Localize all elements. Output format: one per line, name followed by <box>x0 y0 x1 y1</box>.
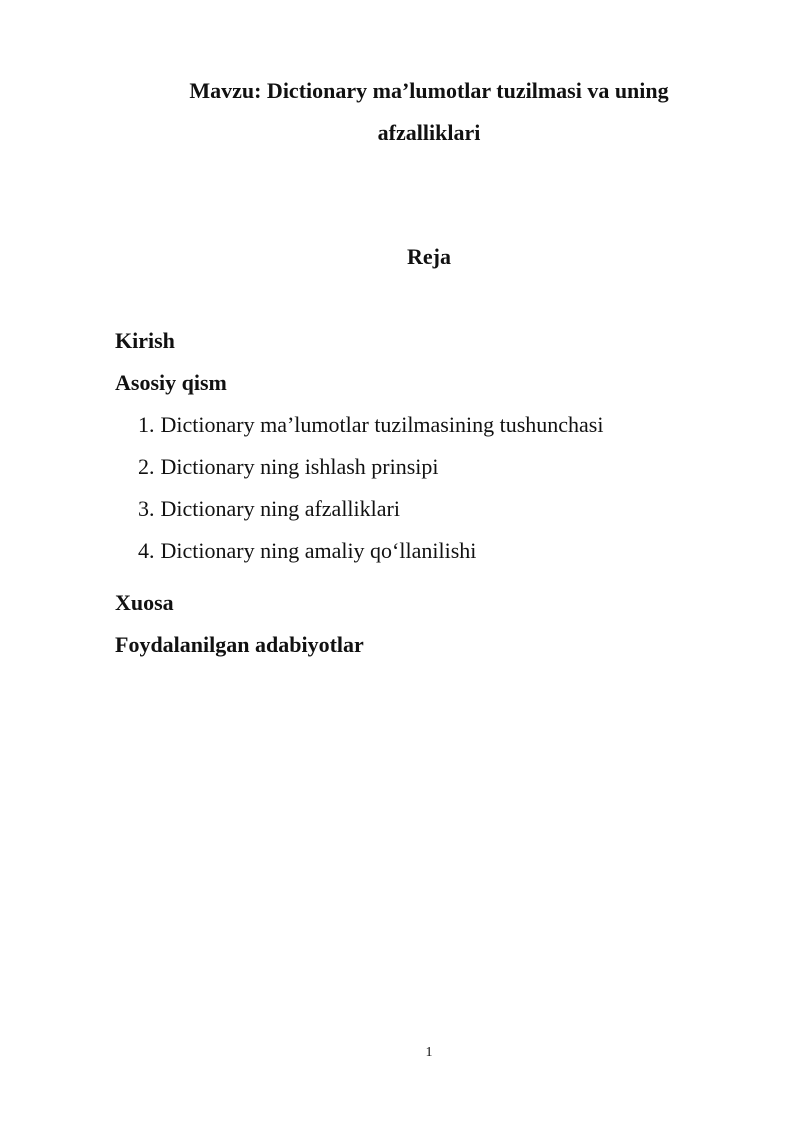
toc-item-text: Dictionary ning amaliy qo‘llanilishi <box>160 538 477 563</box>
toc-item-number: 1. <box>138 412 155 437</box>
toc-item-text: Dictionary ma’lumotlar tuzilmasining tushunchasi <box>160 412 604 437</box>
toc-item-number: 3. <box>138 496 155 521</box>
toc-item-4 <box>138 538 476 564</box>
section-heading-intro: Kirish <box>115 328 175 353</box>
plan-heading: Reja <box>407 244 451 269</box>
document-title-line-2: afzalliklari <box>377 120 481 145</box>
section-heading-conclusion: Xuosa <box>115 590 174 615</box>
section-heading-main: Asosiy qism <box>115 370 227 395</box>
toc-item-number: 4. <box>138 538 155 563</box>
toc-item-2 <box>138 454 439 480</box>
page-number: 1 <box>425 1045 433 1060</box>
toc-item-text: Dictionary ning ishlash prinsipi <box>160 454 439 479</box>
section-heading-references: Foydalanilgan adabiyotlar <box>115 632 364 657</box>
toc-item-number: 2. <box>138 454 155 479</box>
toc-item-3 <box>138 496 400 522</box>
document-title-line-1: Mavzu: Dictionary ma’lumotlar tuzilmasi va uning <box>189 78 669 103</box>
toc-item-text: Dictionary ning afzalliklari <box>160 496 400 521</box>
toc-item-1 <box>138 412 603 438</box>
